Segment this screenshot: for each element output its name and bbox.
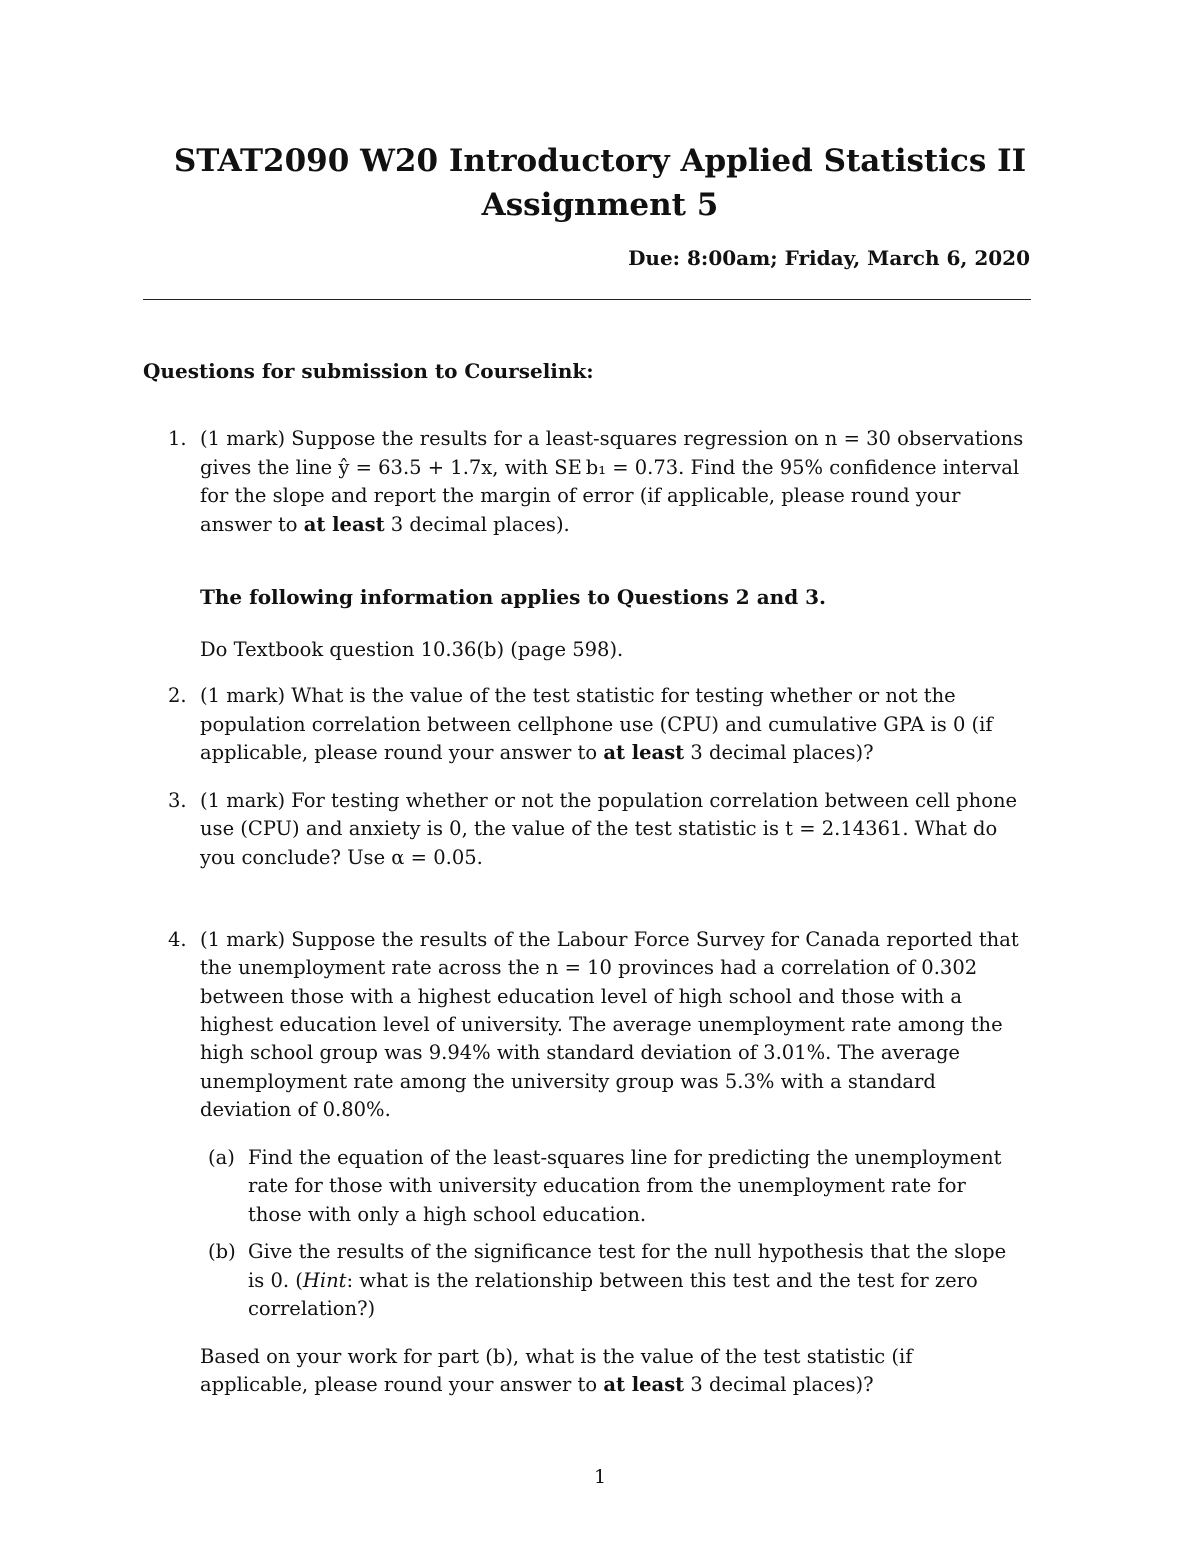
part-b-label: (b) bbox=[208, 1240, 236, 1263]
text: is 0. ( bbox=[248, 1269, 303, 1292]
part-b-line: correlation?) bbox=[248, 1297, 376, 1320]
italic-text: Hint bbox=[302, 1269, 347, 1292]
question-1-number: 1. bbox=[168, 427, 187, 450]
horizontal-rule bbox=[143, 299, 1031, 300]
part-b-line: Give the results of the significance test for the null hypothesis that the slope bbox=[248, 1240, 1007, 1263]
part-a-label: (a) bbox=[208, 1146, 235, 1169]
part-a-line: those with only a high school education. bbox=[248, 1203, 647, 1226]
question-3-number: 3. bbox=[168, 789, 187, 812]
question-4-line: highest education level of university. The average unemployment rate among the bbox=[200, 1013, 1003, 1036]
text: 3 decimal places)? bbox=[684, 741, 874, 764]
text: applicable, please round your answer to bbox=[200, 1373, 604, 1396]
document-subtitle: Assignment 5 bbox=[481, 187, 719, 223]
question-2-line: (1 mark) What is the value of the test statistic for testing whether or not the bbox=[200, 684, 956, 707]
question-4-line: high school group was 9.94% with standard deviation of 3.01%. The average bbox=[200, 1041, 960, 1064]
question-4-line: deviation of 0.80%. bbox=[200, 1098, 391, 1121]
question-3-line: use (CPU) and anxiety is 0, the value of the test statistic is t = 2.14361. What do bbox=[200, 817, 998, 840]
part-a-line: Find the equation of the least-squares line for predicting the unemployment bbox=[248, 1146, 1002, 1169]
question-1-line: (1 mark) Suppose the results for a least-squares regression on n = 30 observations bbox=[200, 427, 1024, 450]
info-heading: The following information applies to Questions 2 and 3. bbox=[200, 585, 827, 609]
question-3-line: you conclude? Use α = 0.05. bbox=[200, 846, 483, 869]
text: 3 decimal places)? bbox=[684, 1373, 874, 1396]
text: answer to bbox=[200, 513, 304, 536]
question-4-line: between those with a highest education level of high school and those with a bbox=[200, 985, 962, 1008]
due-date: Due: 8:00am; Friday, March 6, 2020 bbox=[628, 246, 1030, 270]
part-a-line: rate for those with university education from the unemployment rate for bbox=[248, 1174, 966, 1197]
bold-text: at least bbox=[603, 1373, 685, 1396]
part-b-line bbox=[248, 1267, 978, 1296]
question-1-line: gives the line ŷ = 63.5 + 1.7x, with SE b₁ = 0.73. Find the 95% confidence interval bbox=[200, 456, 1020, 479]
question-2-number: 2. bbox=[168, 684, 187, 707]
question-4-line: unemployment rate among the university group was 5.3% with a standard bbox=[200, 1070, 936, 1093]
text: applicable, please round your answer to bbox=[200, 741, 604, 764]
question-1-line bbox=[200, 511, 570, 540]
document-title: STAT2090 W20 Introductory Applied Statistics II bbox=[173, 143, 1027, 179]
question-2-line bbox=[200, 739, 874, 768]
question-3-line: (1 mark) For testing whether or not the population correlation between cell phone bbox=[200, 789, 1018, 812]
question-4-follow-line: Based on your work for part (b), what is the value of the test statistic (if bbox=[200, 1345, 913, 1368]
text: 3 decimal places). bbox=[384, 513, 570, 536]
question-4-follow-line bbox=[200, 1371, 874, 1400]
question-1-line: for the slope and report the margin of error (if applicable, please round your bbox=[200, 484, 961, 507]
question-4-number: 4. bbox=[168, 928, 187, 951]
info-text: Do Textbook question 10.36(b) (page 598). bbox=[200, 638, 624, 661]
section-heading: Questions for submission to Courselink: bbox=[143, 359, 594, 383]
question-2-line: population correlation between cellphone use (CPU) and cumulative GPA is 0 (if bbox=[200, 713, 993, 736]
page-number: 1 bbox=[593, 1466, 607, 1488]
question-4-line: (1 mark) Suppose the results of the Labour Force Survey for Canada reported that bbox=[200, 928, 1019, 951]
question-4-line: the unemployment rate across the n = 10 provinces had a correlation of 0.302 bbox=[200, 956, 978, 979]
text: : what is the relationship between this test and the test for zero bbox=[346, 1269, 978, 1292]
bold-text: at least bbox=[303, 513, 385, 536]
bold-text: at least bbox=[603, 741, 685, 764]
